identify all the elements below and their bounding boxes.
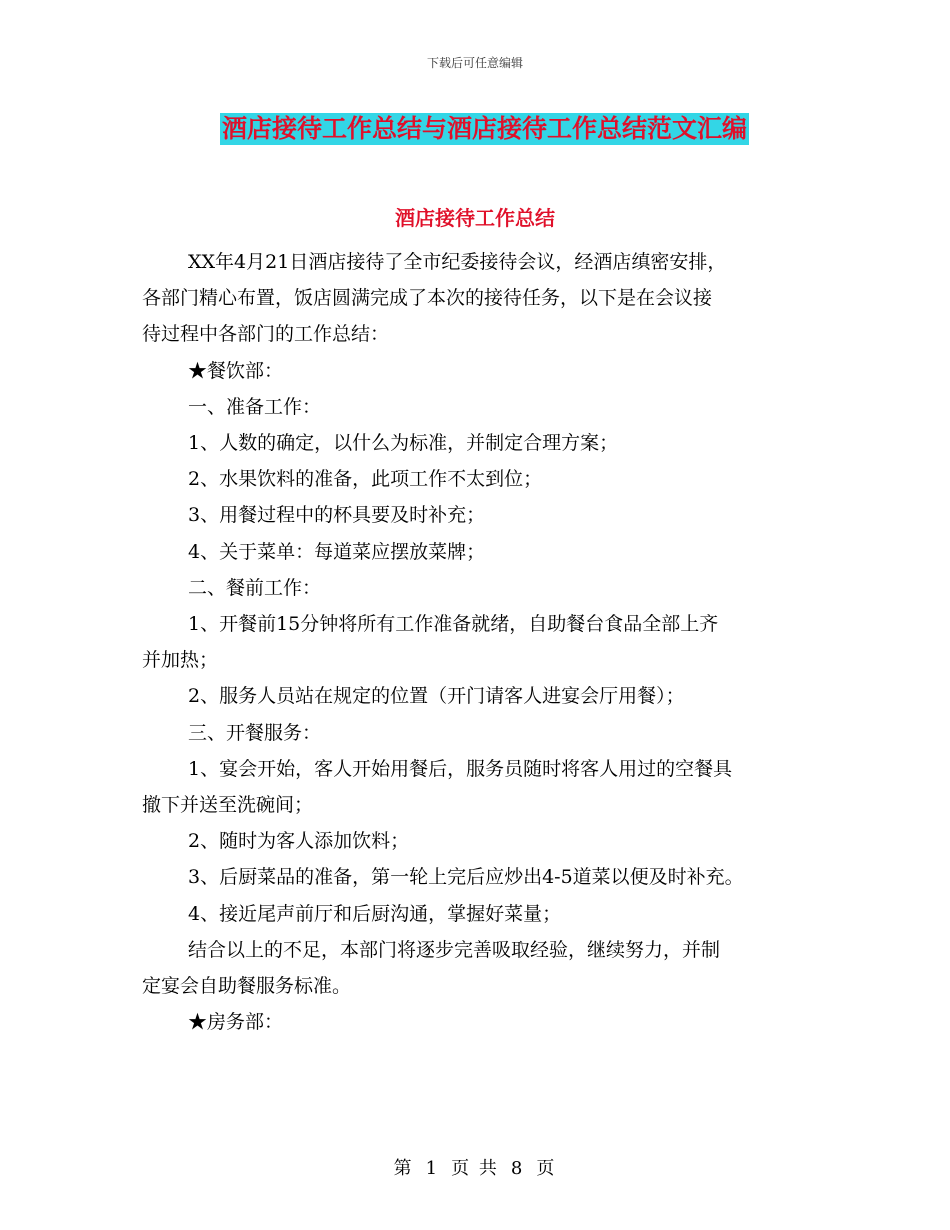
body-line: 结合以上的不足，本部门将逐步完善吸取经验，继续努力，并制	[188, 938, 721, 961]
body-line: ★餐饮部：	[188, 359, 284, 382]
body-line: 各部门精心布置，饭店圆满完成了本次的接待任务，以下是在会议接	[142, 287, 713, 310]
page-footer	[0, 1154, 950, 1180]
body-line: 待过程中各部门的工作总结：	[142, 323, 390, 346]
body-line: 撤下并送至洗碗间；	[142, 794, 314, 817]
body-line: 2、水果饮料的准备，此项工作不太到位；	[188, 468, 543, 491]
body-line: 4、接近尾声前厅和后厨沟通，掌握好菜量；	[188, 902, 562, 925]
body-line: 一、准备工作：	[188, 395, 322, 418]
body-line: 4、关于菜单：每道菜应摆放菜牌；	[188, 540, 486, 563]
body-line: 1、开餐前15分钟将所有工作准备就绪，自助餐台食品全部上齐	[188, 613, 719, 636]
body-line: 3、用餐过程中的杯具要及时补充；	[188, 504, 486, 527]
document-title: 酒店接待工作总结与酒店接待工作总结范文汇编	[222, 114, 748, 143]
footer-label-page: 第	[393, 1158, 414, 1179]
body-line: 1、人数的确定，以什么为标准，并制定合理方案；	[188, 432, 619, 455]
body-line: XX年4月21日酒店接待了全市纪委接待会议，经酒店缜密安排，	[188, 251, 727, 273]
body-line: 3、后厨菜品的准备，第一轮上完后应炒出4-5道菜以便及时补充。	[188, 866, 744, 889]
document-body	[142, 244, 822, 1040]
body-line: 2、服务人员站在规定的位置（开门请客人进宴会厅用餐）；	[188, 685, 685, 708]
body-line: 定宴会自助餐服务标准。	[142, 975, 352, 998]
body-line: 并加热；	[142, 649, 219, 672]
body-line: 2、随时为客人添加饮料；	[188, 830, 410, 853]
body-line: 二、餐前工作：	[188, 576, 322, 599]
footer-current-page: 1	[425, 1158, 440, 1179]
footer-label-end: 页	[536, 1158, 557, 1179]
body-line: ★房务部：	[188, 1011, 284, 1034]
body-line: 1、宴会开始，客人开始用餐后，服务员随时将客人用过的空餐具	[188, 757, 733, 780]
footer-label-of: 页 共	[451, 1158, 499, 1179]
header-note: 下载后可任意编辑	[426, 56, 523, 70]
body-line: 三、开餐服务：	[188, 721, 322, 744]
footer-total-pages: 8	[510, 1158, 525, 1179]
section-title: 酒店接待工作总结	[395, 206, 555, 230]
